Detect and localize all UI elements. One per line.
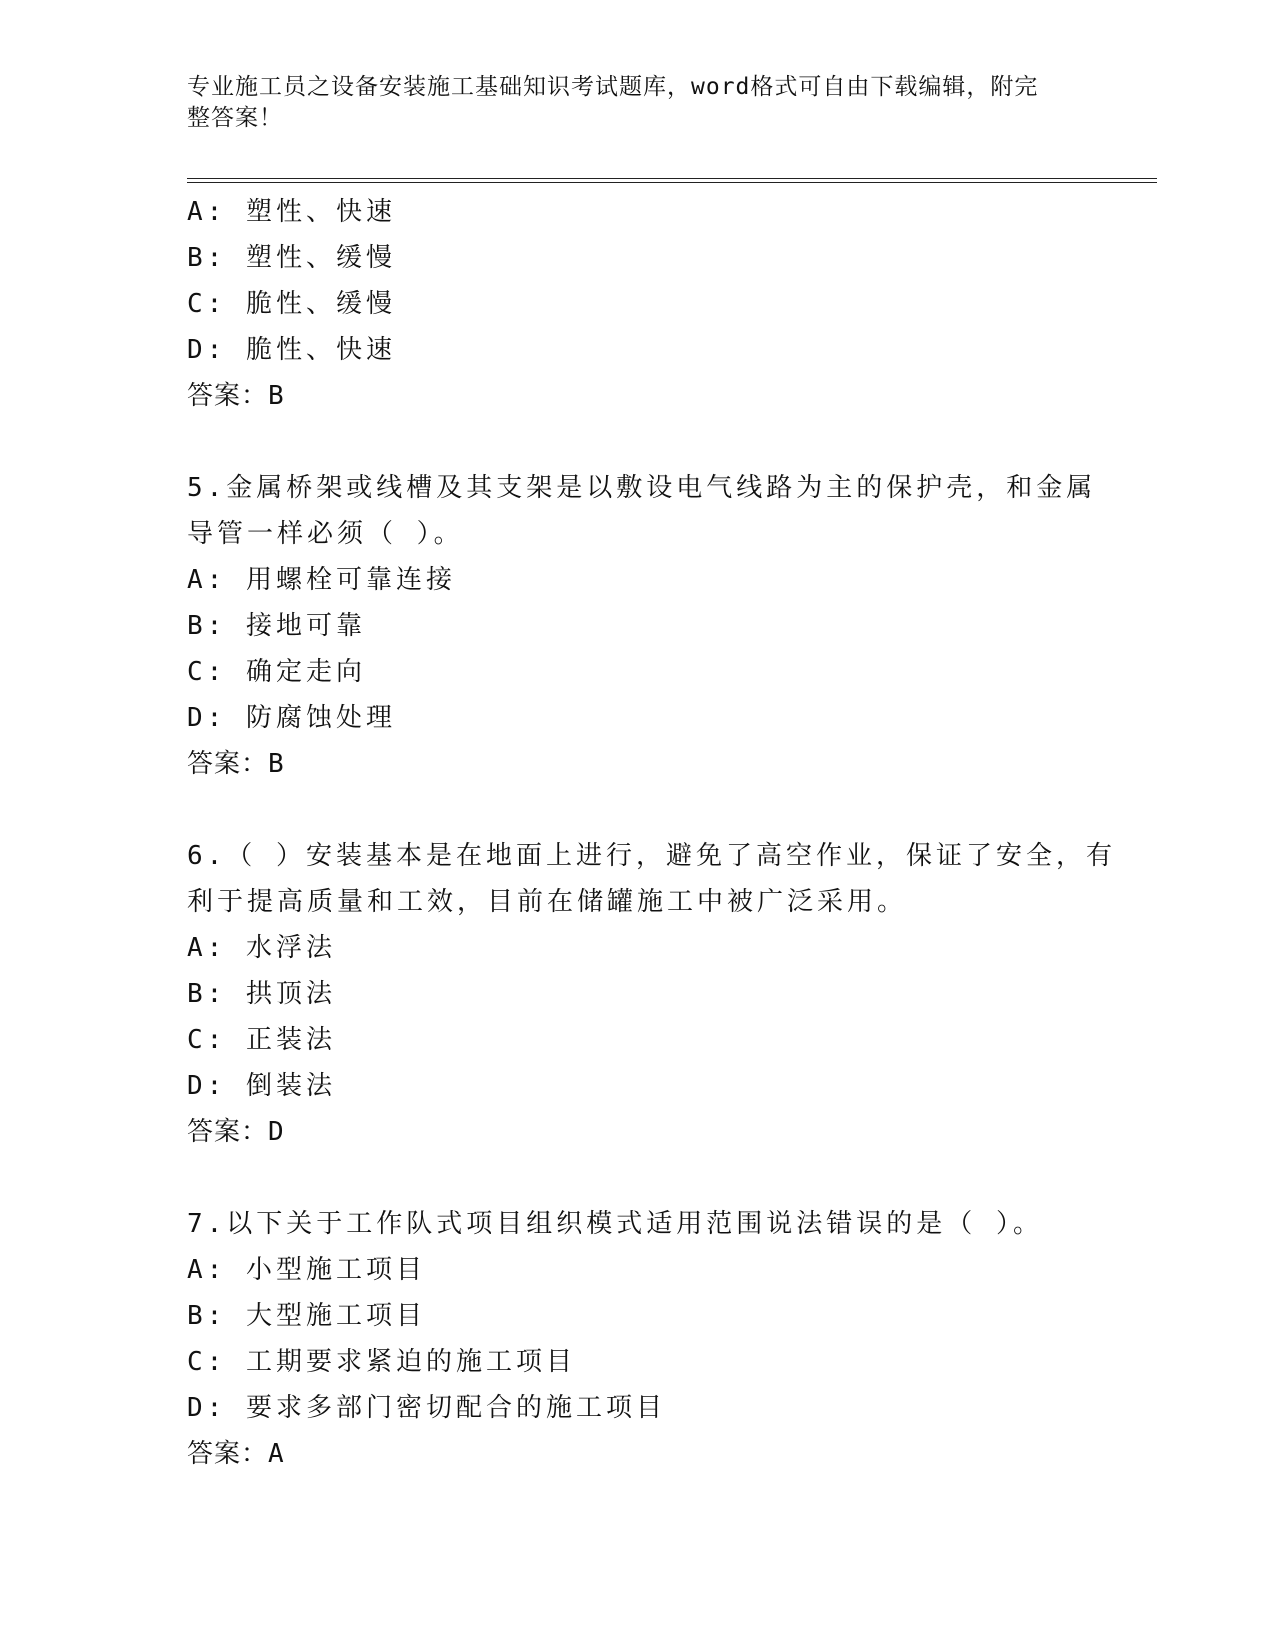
spacer	[187, 787, 1087, 833]
spacer	[187, 1155, 1087, 1201]
question-text-line: 利于提高质量和工效，目前在储罐施工中被广泛采用。	[187, 887, 908, 917]
option-a: A: 水浮法	[187, 933, 336, 963]
question-text-line: 6.（ ）安装基本是在地面上进行，避免了高空作业，保证了安全，有	[187, 841, 1116, 871]
option-d: D: 要求多部门密切配合的施工项目	[187, 1393, 666, 1423]
question-5	[187, 465, 1097, 787]
header-line-2: 整答案！	[187, 105, 283, 131]
option-b: B: 塑性、缓慢	[187, 243, 396, 273]
question-6	[187, 833, 1116, 1155]
header-divider-top	[187, 178, 1157, 179]
question-7	[187, 1201, 1087, 1477]
option-b: B: 接地可靠	[187, 611, 366, 641]
question-text-line: 导管一样必须（ ）。	[187, 519, 464, 549]
option-d: D: 脆性、快速	[187, 335, 396, 365]
document-header	[187, 72, 1067, 134]
answer-line: 答案：A	[187, 1439, 285, 1469]
header-line-1: 专业施工员之设备安装施工基础知识考试题库，word格式可自由下载编辑，附完	[187, 74, 1039, 100]
option-c: C: 脆性、缓慢	[187, 289, 396, 319]
question-list	[187, 189, 1116, 1477]
spacer	[187, 419, 1087, 465]
answer-line: 答案：B	[187, 749, 285, 779]
option-b: B: 拱顶法	[187, 979, 336, 1009]
question-4-continued	[187, 189, 1087, 419]
option-b: B: 大型施工项目	[187, 1301, 426, 1331]
option-d: D: 倒装法	[187, 1071, 336, 1101]
option-a: A: 小型施工项目	[187, 1255, 426, 1285]
option-c: C: 工期要求紧迫的施工项目	[187, 1347, 576, 1377]
header-divider-bottom	[187, 182, 1157, 183]
answer-line: 答案：B	[187, 381, 285, 411]
question-text-line: 7.以下关于工作队式项目组织模式适用范围说法错误的是（ ）。	[187, 1209, 1043, 1239]
question-text-line: 5.金属桥架或线槽及其支架是以敷设电气线路为主的保护壳，和金属	[187, 473, 1097, 503]
option-a: A: 塑性、快速	[187, 197, 396, 227]
option-c: C: 正装法	[187, 1025, 336, 1055]
option-c: C: 确定走向	[187, 657, 366, 687]
option-a: A: 用螺栓可靠连接	[187, 565, 456, 595]
answer-line: 答案：D	[187, 1117, 285, 1147]
option-d: D: 防腐蚀处理	[187, 703, 396, 733]
